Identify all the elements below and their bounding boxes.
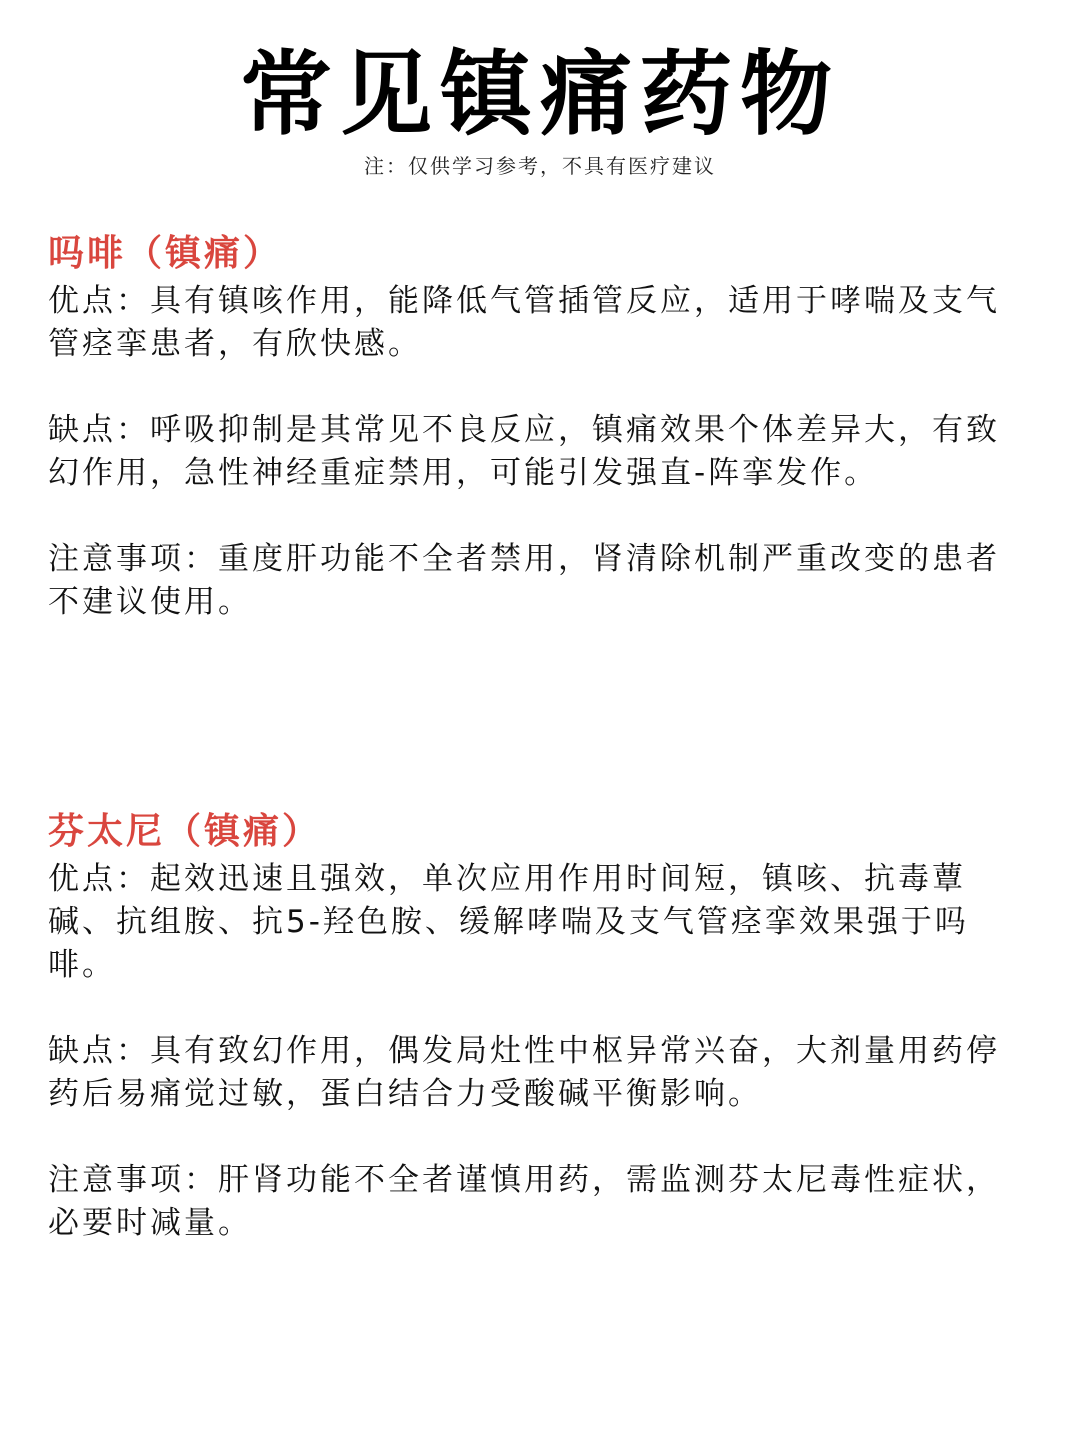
drug-cons: 缺点：呼吸抑制是其常见不良反应，镇痛效果个体差异大，有致幻作用，急性神经重症禁用，可能引发强直-阵挛发作。: [48, 412, 1000, 491]
page-title: 常见镇痛药物: [239, 41, 840, 148]
drug-notes: 注意事项：重度肝功能不全者禁用，肾清除机制严重改变的患者不建议使用。: [48, 541, 1000, 620]
paragraph-gap: [48, 495, 1032, 538]
drug-pros: 优点：起效迅速且强效，单次应用作用时间短，镇咳、抗毒蕈碱、抗组胺、抗5-羟色胺、缓解哮喘及支气管痉挛效果强于吗啡。: [48, 861, 969, 983]
drug-heading: 吗啡（镇痛）: [48, 233, 283, 274]
paragraph-gap: [48, 1116, 1032, 1159]
disclaimer-note: 注：仅供学习参考，不具有医疗建议: [364, 154, 716, 178]
drug-section-morphine: [48, 228, 1032, 624]
paragraph-gap: [48, 987, 1032, 1030]
drug-cons: 缺点：具有致幻作用，偶发局灶性中枢异常兴奋，大剂量用药停药后易痛觉过敏，蛋白结合力受酸碱平衡影响。: [48, 1033, 1000, 1112]
drug-section-fentanyl: [48, 806, 1032, 1245]
drug-pros: 优点：具有镇咳作用，能降低气管插管反应，适用于哮喘及支气管痉挛患者，有欣快感。: [48, 283, 1000, 362]
drug-heading: 芬太尼（镇痛）: [48, 811, 322, 852]
drug-notes: 注意事项：肝肾功能不全者谨慎用药，需监测芬太尼毒性症状，必要时减量。: [48, 1162, 1000, 1241]
paragraph-gap: [48, 366, 1032, 409]
